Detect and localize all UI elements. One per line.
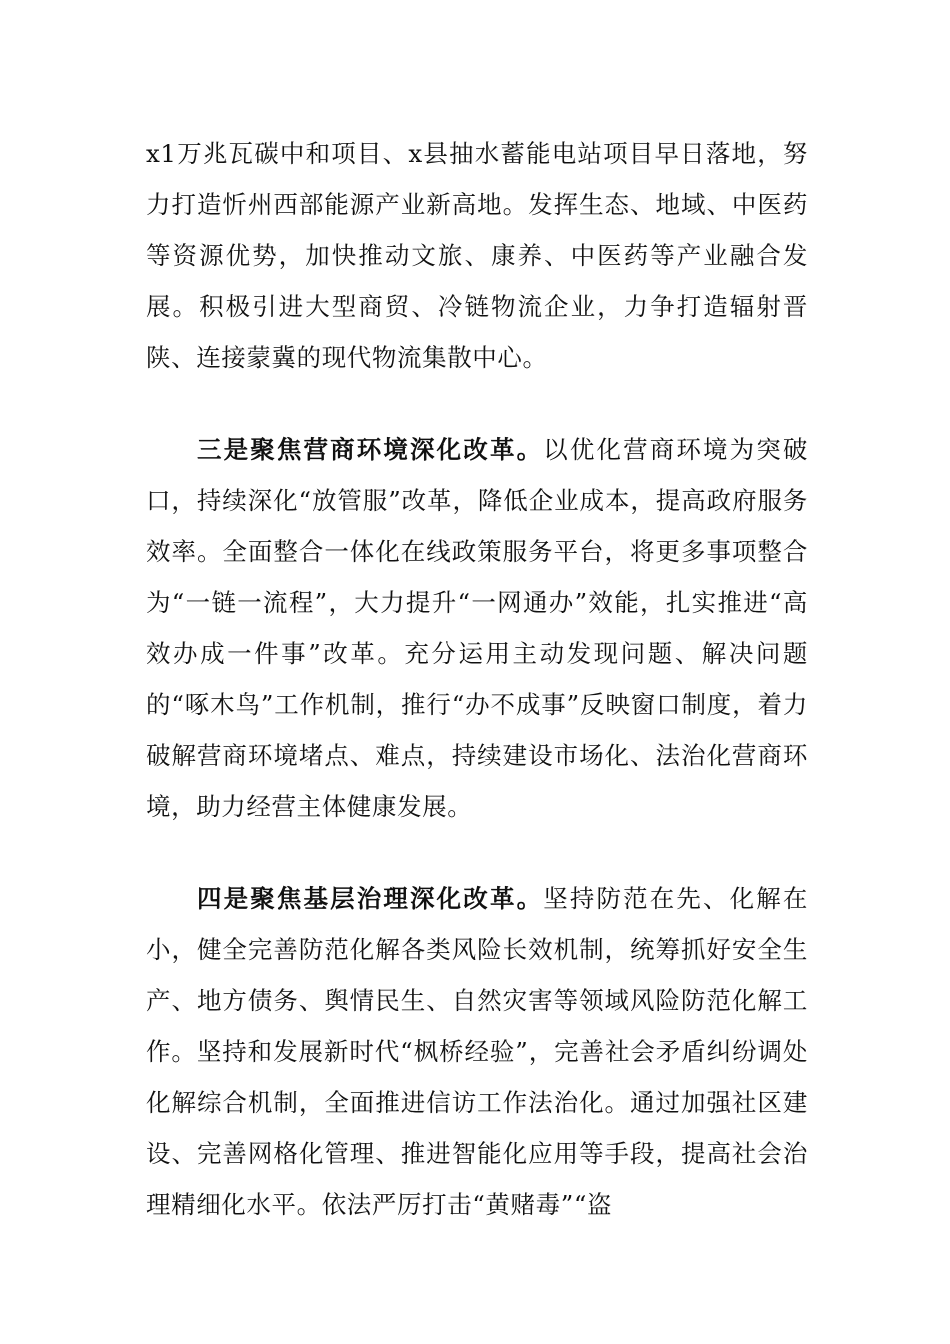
paragraph-lead-heading: 三是聚焦营商环境深化改革。 (197, 435, 544, 464)
paragraph-continued (146, 128, 808, 383)
paragraph-spacer (146, 383, 808, 424)
paragraph-lead-heading: 四是聚焦基层治理深化改革。 (197, 884, 544, 913)
document-body (146, 128, 808, 1230)
paragraph-business-environment (146, 424, 808, 832)
paragraph-text: 坚持防范在先、化解在小，健全完善防范化解各类风险长效机制，统筹抓好安全生产、地方债务、舆情民生、自然灾害等领域风险防范化解工作。坚持和发展新时代“枫桥经验”，完善社会矛盾纠纷调处化解综合机制，全面推进信访工作法治化。通过加强社区建设、完善网格化管理、推进智能化应用等手段，提高社会治理精细化水平。依法严厉打击“黄赌毒”“盗 (146, 884, 808, 1219)
paragraph-grassroots-governance (146, 873, 808, 1230)
paragraph-spacer (146, 832, 808, 873)
paragraph-text: x1万兆瓦碳中和项目、x县抽水蓄能电站项目早日落地，努力打造忻州西部能源产业新高地。发挥生态、地域、中医药等资源优势，加快推动文旅、康养、中医药等产业融合发展。积极引进大型商贸、冷链物流企业，力争打造辐射晋陕、连接蒙冀的现代物流集散中心。 (146, 139, 808, 372)
paragraph-text: 以优化营商环境为突破口，持续深化“放管服”改革，降低企业成本，提高政府服务效率。全面整合一体化在线政策服务平台，将更多事项整合为“一链一流程”，大力提升“一网通办”效能，扎实推进“高效办成一件事”改革。充分运用主动发现问题、解决问题的“啄木鸟”工作机制，推行“办不成事”反映窗口制度，着力破解营商环境堵点、难点，持续建设市场化、法治化营商环境，助力经营主体健康发展。 (146, 435, 808, 821)
